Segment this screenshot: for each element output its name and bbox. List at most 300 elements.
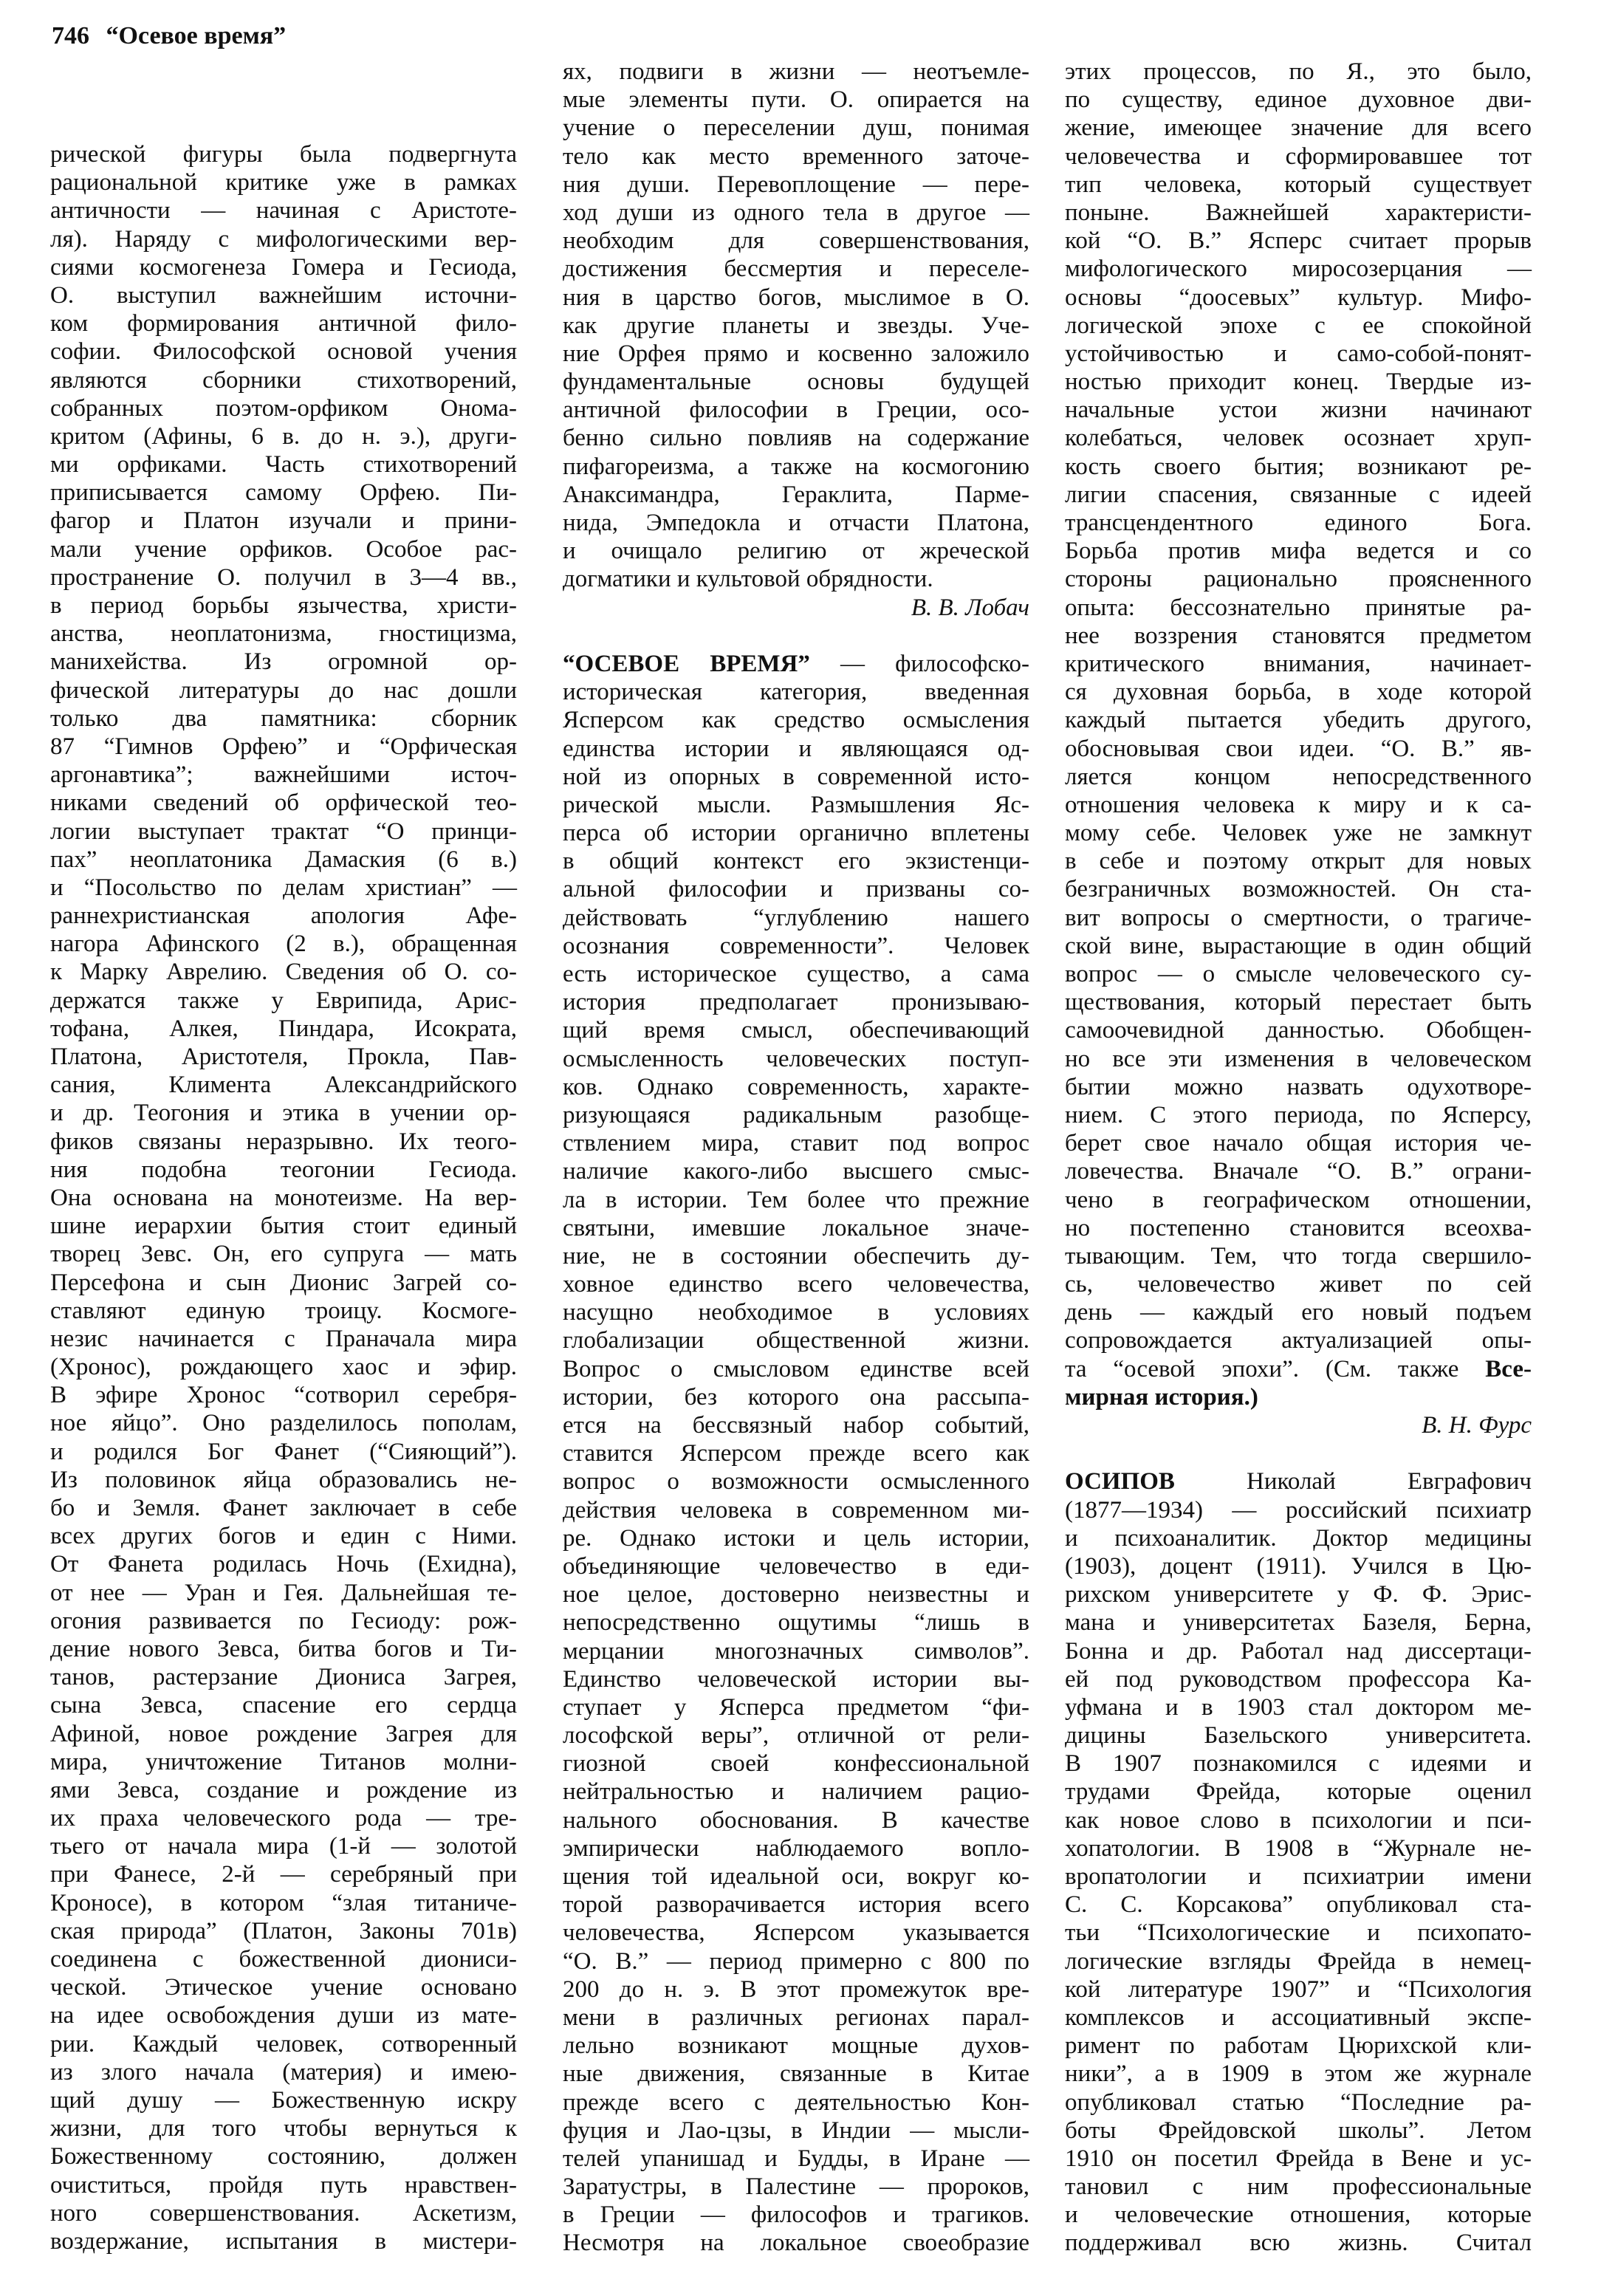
line-text: кой литературе 1907” и “Психология <box>1065 1975 1532 2003</box>
line-text: нида, Эмпедокла и отчасти Платона, <box>563 510 1029 536</box>
text-line <box>563 1298 1029 1326</box>
text-line <box>563 678 1029 706</box>
text-line <box>563 312 1029 340</box>
text-line <box>563 143 1029 171</box>
text-line <box>50 1804 517 1832</box>
text-line <box>1065 114 1532 142</box>
line-text: фундаментальные основы будущей <box>563 369 1029 396</box>
line-text: опубликовал статью “Последние ра- <box>1065 2088 1532 2116</box>
line-text: поддерживал всю жизнь. Считал <box>1065 2230 1532 2257</box>
text-line <box>50 1720 517 1748</box>
text-line <box>563 1891 1029 1919</box>
entry-headword: “ОСЕВОЕ ВРЕМЯ” <box>563 650 810 677</box>
line-text: ного совершенствования. Аскетизм, <box>50 2199 517 2227</box>
line-text: действия человека в современном ми- <box>563 1496 1029 1524</box>
text-line <box>50 1269 517 1297</box>
text-line <box>50 1945 517 1973</box>
text-line <box>50 535 517 563</box>
line-text: мали учение орфиков. Особое рас- <box>50 535 517 563</box>
line-text: бо и Земля. Фанет заключает в себе <box>50 1495 517 1521</box>
text-line <box>1065 678 1532 706</box>
line-text: ностью приходит конец. Твердые из- <box>1065 369 1532 396</box>
text-line <box>1065 1552 1532 1580</box>
line-text: щий душу — Божественную искру <box>50 2086 517 2114</box>
line-text: (1877—1934) — российский психиатр <box>1065 1496 1532 1524</box>
line-text: римент по работам Цюрихской кли- <box>1065 2032 1532 2060</box>
line-text: лельно возникают мощные духов- <box>563 2032 1029 2060</box>
line-text: телей упанишад и Будды, в Иране — <box>563 2145 1029 2172</box>
line-text: хопатологии. В 1908 в “Журнале не- <box>1065 1834 1532 1862</box>
text-line <box>1065 1580 1532 1608</box>
text-line <box>1065 2060 1532 2088</box>
line-text: нагора Афинского (2 в.), обращенная <box>50 931 517 958</box>
text-line <box>1065 1665 1532 1693</box>
text-line <box>1065 763 1532 791</box>
line-text: Единство человеческой истории вы- <box>563 1665 1029 1693</box>
line-text: тьего от начала мира (1-й — золотой <box>50 1833 517 1860</box>
text-line <box>1065 312 1532 340</box>
line-text: сына Зевса, спасение его сердца <box>50 1692 517 1719</box>
line-text: по существу, единое духовное дви- <box>1065 86 1532 114</box>
line-text: ния подобна теогонии Гесиода. <box>50 1156 517 1183</box>
line-text: ступает у Ясперса предметом “фи- <box>563 1693 1029 1721</box>
text-line <box>1065 481 1532 509</box>
line-text: догматики и культовой обрядности. <box>563 566 933 593</box>
line-text: пах” неоплатоника Дамаския (6 в.) <box>50 846 517 873</box>
text-line <box>563 199 1029 227</box>
text-line <box>1065 1298 1532 1326</box>
line-text: безграничных возможностей. Он ста- <box>1065 876 1532 903</box>
text-line <box>563 2088 1029 2117</box>
text-line <box>1065 1383 1532 1411</box>
line-text: нием. С этого периода, по Ясперсу, <box>1065 1101 1532 1128</box>
text-line <box>1065 1750 1532 1778</box>
line-text: ники”, а в 1909 в этом же журнале <box>1065 2060 1532 2088</box>
line-text: ях, подвиги в жизни — неотъемле- <box>563 58 1029 85</box>
text-line <box>1065 1157 1532 1185</box>
text-line <box>1065 1073 1532 1101</box>
text-line <box>1065 960 1532 988</box>
line-text: всех других богов и един с Ними. <box>50 1523 517 1550</box>
text-line <box>563 368 1029 396</box>
line-text: только два памятника: сборник <box>50 705 517 732</box>
line-text: логические взгляды Фрейда в немец- <box>1065 1947 1532 1975</box>
line-text: логической эпохе с ее спокойной <box>1065 312 1532 339</box>
line-text: от нее — Уран и Гея. Дальнейшая те- <box>50 1579 517 1606</box>
text-line <box>563 1947 1029 1975</box>
line-text: ной из опорных в современной исто- <box>563 763 1029 790</box>
line-text: — философско- <box>809 650 1029 677</box>
line-text: начальные устои жизни начинают <box>1065 397 1532 424</box>
text-line <box>1065 2088 1532 2117</box>
text-line <box>50 2058 517 2086</box>
line-text: ное яйцо”. Оно разделилось пополам, <box>50 1410 517 1437</box>
line-text: мана и университетах Базеля, Берна, <box>1065 1609 1532 1637</box>
line-text: Заратустры, в Палестине — пророков, <box>563 2173 1029 2201</box>
text-line <box>1065 1693 1532 1721</box>
line-text: Кроносе), в котором “злая титаниче- <box>50 1889 517 1916</box>
text-line <box>563 1467 1029 1495</box>
line-text: Вопрос о смысловом единстве всей <box>563 1355 1029 1382</box>
line-text: рической фигуры была подвергнута <box>50 141 517 168</box>
text-line <box>563 2004 1029 2032</box>
line-text: пифагореизма, а также на космогонию <box>563 453 1029 480</box>
line-text: Николай Евграфович <box>1174 1468 1532 1495</box>
text-line <box>50 422 517 450</box>
line-text: 87 “Гимнов Орфею” и “Орфическая <box>50 733 517 760</box>
line-text: нального обоснования. В качестве <box>563 1806 1029 1834</box>
text-line <box>563 1411 1029 1439</box>
line-text: С. С. Корсакова” опубликовал ста- <box>1065 1891 1532 1919</box>
text-line <box>1065 1524 1532 1552</box>
text-line <box>563 537 1029 565</box>
text-line <box>563 1045 1029 1073</box>
text-line <box>1065 650 1532 678</box>
line-text: сиями космогенеза Гомера и Гесиода, <box>50 253 517 281</box>
line-text: и “Посольство по делам христиан” — <box>50 874 517 901</box>
line-text: фагор и Платон изучали и прини- <box>50 507 517 535</box>
line-text: как другие планеты и звезды. Уче- <box>563 312 1029 339</box>
line-text: ком формирования античной фило- <box>50 310 517 337</box>
line-text: наличие какого-либо высшего смыс- <box>563 1158 1029 1185</box>
text-line <box>50 479 517 507</box>
text-line <box>50 676 517 705</box>
text-line <box>1065 565 1532 593</box>
line-text: на идее освобождения души из мате- <box>50 2002 517 2029</box>
text-line <box>50 1550 517 1578</box>
text-line <box>563 1073 1029 1101</box>
line-text: насущно необходимое в условиях <box>563 1299 1029 1326</box>
text-line <box>50 281 517 309</box>
text-line <box>1065 2004 1532 2032</box>
text-line <box>563 1580 1029 1608</box>
text-line <box>1065 2229 1532 2257</box>
text-line <box>50 2227 517 2255</box>
text-line <box>1065 1242 1532 1270</box>
text-line <box>50 2001 517 2029</box>
text-line <box>563 1806 1029 1834</box>
text-line <box>1065 1186 1532 1214</box>
line-text: Борьба против мифа ведется и со <box>1065 538 1532 565</box>
line-text: история предполагает пронизываю- <box>563 989 1029 1016</box>
line-text: ризующаяся радикальным разобще- <box>563 1101 1029 1128</box>
line-text: тофана, Алкея, Пиндара, Исократа, <box>50 1015 517 1042</box>
text-line <box>1065 1891 1532 1919</box>
page-number: 746 <box>52 22 89 49</box>
line-text: та “осевой эпохи”. (См. также <box>1065 1355 1486 1382</box>
line-text: рической мысли. Размышления Яс- <box>563 791 1029 818</box>
text-line <box>1065 1355 1532 1383</box>
text-line <box>50 1494 517 1522</box>
text-line <box>50 309 517 337</box>
text-line <box>563 424 1029 452</box>
text-line <box>1065 1834 1532 1862</box>
text-line <box>50 1297 517 1325</box>
line-text: тьи “Психологические и психопато- <box>1065 1919 1532 1947</box>
text-line <box>1065 1467 1532 1495</box>
line-text: и др. Теогония и этика в учении ор- <box>50 1100 517 1127</box>
line-text: ре. Однако истоки и цель истории, <box>563 1524 1029 1552</box>
line-text: из злого начала (материя) и имею- <box>50 2058 517 2086</box>
text-line <box>563 763 1029 791</box>
text-line <box>1065 847 1532 875</box>
line-text: нейтральностью и наличием рацио- <box>563 1778 1029 1806</box>
text-line <box>50 2171 517 2199</box>
text-line <box>563 1242 1029 1270</box>
line-text: необходим для совершенствования, <box>563 227 1029 255</box>
line-text: Анаксимандра, Гераклита, Парме- <box>563 481 1029 508</box>
line-text: вропатологии и психиатрии имени <box>1065 1863 1532 1890</box>
text-line <box>1065 904 1532 932</box>
line-text: ла в истории. Тем более что прежние <box>563 1186 1029 1213</box>
text-line <box>1065 594 1532 622</box>
text-line <box>50 705 517 733</box>
text-line <box>563 2173 1029 2201</box>
text-line <box>563 2117 1029 2145</box>
text-line <box>50 2199 517 2227</box>
text-line <box>50 253 517 281</box>
line-text: стороны рационально проясненного <box>1065 566 1532 593</box>
line-text: объединяющие человечество в еди- <box>563 1552 1029 1580</box>
text-line <box>563 735 1029 763</box>
line-text: при Фанесе, 2-й — серебряный при <box>50 1861 517 1888</box>
line-text: критического внимания, начинает- <box>1065 650 1532 677</box>
line-text: ставляют единую троицу. Космоге- <box>50 1297 517 1324</box>
line-text: Ясперсом как средство осмысления <box>563 707 1029 734</box>
text-line <box>563 650 1029 678</box>
text-line <box>50 958 517 986</box>
text-line <box>1065 1045 1532 1073</box>
line-text: устойчивостью и само-собой-понят- <box>1065 340 1532 367</box>
line-text: держатся также у Еврипида, Арис- <box>50 987 517 1014</box>
text-line <box>563 171 1029 199</box>
line-text: жизни, для того чтобы вернуться к <box>50 2115 517 2142</box>
text-line <box>563 2145 1029 2173</box>
text-line <box>1065 509 1532 537</box>
line-text: единства истории и являющаяся од- <box>563 735 1029 762</box>
line-text: человечества и сформировавшее тот <box>1065 143 1532 170</box>
text-line <box>50 1381 517 1409</box>
line-text: Персефона и сын Дионис Загрей со- <box>50 1269 517 1296</box>
line-text: Платона, Аристотеля, Прокла, Пав- <box>50 1044 517 1070</box>
line-text: боты Фрейдовской школы”. Летом <box>1065 2117 1532 2144</box>
text-line <box>1065 2145 1532 2173</box>
text-line <box>50 1240 517 1268</box>
text-line <box>563 1383 1029 1411</box>
line-text: В эфире Хронос “сотворил серебря- <box>50 1382 517 1409</box>
line-text: эмпирически наблюдаемого вопло- <box>563 1834 1029 1862</box>
text-line <box>563 1834 1029 1862</box>
line-text: но постепенно становится всеохва- <box>1065 1214 1532 1241</box>
text-line <box>50 563 517 592</box>
text-line <box>1065 875 1532 903</box>
text-line <box>50 168 517 196</box>
text-line <box>563 1326 1029 1354</box>
text-line <box>50 1184 517 1212</box>
text-line <box>563 1919 1029 1947</box>
line-text: глобализации общественной жизни. <box>563 1327 1029 1354</box>
text-line <box>1065 791 1532 819</box>
line-text: фиков связаны неразрывно. Их теого- <box>50 1128 517 1155</box>
text-line <box>563 1608 1029 1637</box>
line-text: вопрос о возможности осмысленного <box>563 1468 1029 1495</box>
text-line <box>563 227 1029 255</box>
text-line <box>1065 988 1532 1016</box>
line-text: ской вине, вырастающие в один общий <box>1065 932 1532 959</box>
line-text: незис начинается с Праначала мира <box>50 1325 517 1352</box>
text-column-3 <box>1065 58 1532 2258</box>
line-text: прежде всего с деятельностью Кон- <box>563 2088 1029 2116</box>
line-text: и человеческие отношения, которые <box>1065 2201 1532 2229</box>
line-text: очиститься, пройдя путь нравствен- <box>50 2171 517 2199</box>
line-text: осмысленность человеческих поступ- <box>563 1045 1029 1072</box>
line-text: уфмана и в 1903 стал доктором ме- <box>1065 1693 1532 1721</box>
line-text: гиозной своей конфессиональной <box>563 1750 1029 1778</box>
text-line <box>50 1607 517 1635</box>
text-line <box>1065 1778 1532 1806</box>
line-text: святыни, имевшие локальное значе- <box>563 1214 1029 1241</box>
running-title: “Осевое время” <box>106 22 287 49</box>
text-line <box>1065 1496 1532 1524</box>
text-line <box>1065 424 1532 452</box>
line-text: Божественному состоянию, должен <box>50 2143 517 2170</box>
text-line <box>50 1438 517 1466</box>
text-line <box>563 706 1029 734</box>
line-text: ями Зевса, создание и рождение из <box>50 1776 517 1803</box>
line-text: есть историческое существо, а сама <box>563 961 1029 987</box>
text-line <box>50 1973 517 2001</box>
text-line <box>563 932 1029 960</box>
line-text: ховное единство всего человечества, <box>563 1271 1029 1298</box>
text-line <box>563 565 1029 593</box>
line-text: Бонна и др. Работал над диссертаци- <box>1065 1637 1532 1665</box>
line-text: щий время смысл, обеспечивающий <box>563 1017 1029 1044</box>
text-line <box>563 255 1029 283</box>
text-line <box>1065 2117 1532 2145</box>
line-text: ществования, который перестает быть <box>1065 989 1532 1016</box>
line-text: мени в различных регионах парал- <box>563 2004 1029 2031</box>
line-text: Несмотря на локальное своеобразие <box>563 2230 1029 2257</box>
text-line <box>50 1860 517 1888</box>
line-text: но все эти изменения в человеческом <box>1065 1045 1532 1072</box>
line-text: и психоаналитик. Доктор медицины <box>1065 1524 1532 1552</box>
text-line <box>563 1693 1029 1721</box>
text-line <box>50 1579 517 1607</box>
text-line <box>1065 1947 1532 1975</box>
text-line <box>50 902 517 930</box>
text-line <box>50 592 517 620</box>
text-line <box>1065 1101 1532 1129</box>
line-text: сания, Климента Александрийского <box>50 1072 517 1099</box>
text-line <box>1065 1016 1532 1044</box>
text-line <box>563 791 1029 819</box>
line-text: сь, человечество живет по сей <box>1065 1271 1532 1298</box>
text-line <box>563 1778 1029 1806</box>
text-column-1 <box>50 140 517 2255</box>
line-text: Она основана на монотеизме. На вер- <box>50 1184 517 1211</box>
text-line <box>1065 1326 1532 1354</box>
text-line <box>563 396 1029 424</box>
text-line <box>1065 2201 1532 2229</box>
text-line <box>50 987 517 1015</box>
line-text: сопровождается актуализацией опы- <box>1065 1327 1532 1354</box>
text-line <box>563 1637 1029 1665</box>
text-line <box>1065 2032 1532 2060</box>
line-text: творец Зевс. Он, его супруга — мать <box>50 1241 517 1268</box>
author-signature <box>563 594 1029 622</box>
text-line <box>1065 1975 1532 2004</box>
line-text: в период борьбы язычества, христи- <box>50 592 517 619</box>
text-line <box>563 481 1029 509</box>
line-text: вопрос — о смысле человеческого су- <box>1065 961 1532 987</box>
line-text: и очищало религию от жреческой <box>563 538 1029 565</box>
text-line <box>50 620 517 648</box>
text-line <box>50 2142 517 2170</box>
line-text: альной философии и призваны со- <box>563 876 1029 903</box>
text-line <box>563 847 1029 875</box>
line-text: приписывается самому Орфею. Пи- <box>50 479 517 507</box>
line-text: раннехристианская апология Афе- <box>50 902 517 930</box>
text-line <box>50 1917 517 1945</box>
text-line <box>50 1748 517 1776</box>
line-text: как новое слово в психологии и пси- <box>1065 1806 1532 1834</box>
author-signature <box>1065 1411 1532 1439</box>
line-text: ное целое, достоверно неизвестны и <box>563 1581 1029 1608</box>
text-line <box>563 1016 1029 1044</box>
text-line <box>563 988 1029 1016</box>
paragraph-gap <box>563 622 1029 650</box>
text-line <box>563 2032 1029 2060</box>
text-line <box>50 1325 517 1353</box>
text-line <box>563 1439 1029 1467</box>
text-line <box>50 846 517 874</box>
line-text: лософской веры”, отличной от рели- <box>563 1722 1029 1750</box>
line-text: берет свое начало общая история че- <box>1065 1130 1532 1157</box>
text-line <box>50 1353 517 1381</box>
text-line <box>563 453 1029 481</box>
text-line <box>563 1270 1029 1298</box>
line-text: этих процессов, по Я., это было, <box>1065 58 1532 85</box>
line-text: манихейства. Из огромной ор- <box>50 648 517 676</box>
text-line <box>563 509 1029 537</box>
entry-headword: мирная история.) <box>1065 1383 1258 1411</box>
text-line <box>563 2201 1029 2229</box>
line-text: критом (Афины, 6 в. до н. э.), други- <box>50 422 517 450</box>
text-line <box>1065 58 1532 86</box>
line-text: тип человека, который существует <box>1065 171 1532 198</box>
text-column-2 <box>563 58 1029 2258</box>
text-line <box>1065 368 1532 396</box>
text-line <box>1065 932 1532 960</box>
text-line <box>563 1214 1029 1242</box>
text-line <box>50 789 517 817</box>
text-line <box>50 1128 517 1156</box>
line-text: собранных поэтом-орфиком Онома- <box>50 394 517 422</box>
text-line <box>50 225 517 253</box>
line-text: щения той идеальной оси, вокруг ко- <box>563 1863 1029 1890</box>
line-text: в общий контекст его экзистенци- <box>563 848 1029 875</box>
line-text: софии. Философской основой учения <box>50 338 517 366</box>
text-line <box>50 733 517 761</box>
text-line <box>563 1721 1029 1750</box>
text-line <box>1065 1721 1532 1750</box>
line-text: дение нового Зевса, битва богов и Ти- <box>50 1635 517 1662</box>
text-line <box>50 1156 517 1184</box>
line-text: 200 до н. э. В этот промежуток вре- <box>563 1975 1029 2003</box>
entry-headword: ОСИПОВ <box>1065 1468 1175 1495</box>
text-line <box>50 1635 517 1663</box>
line-text: в Греции — философов и трагиков. <box>563 2201 1029 2229</box>
